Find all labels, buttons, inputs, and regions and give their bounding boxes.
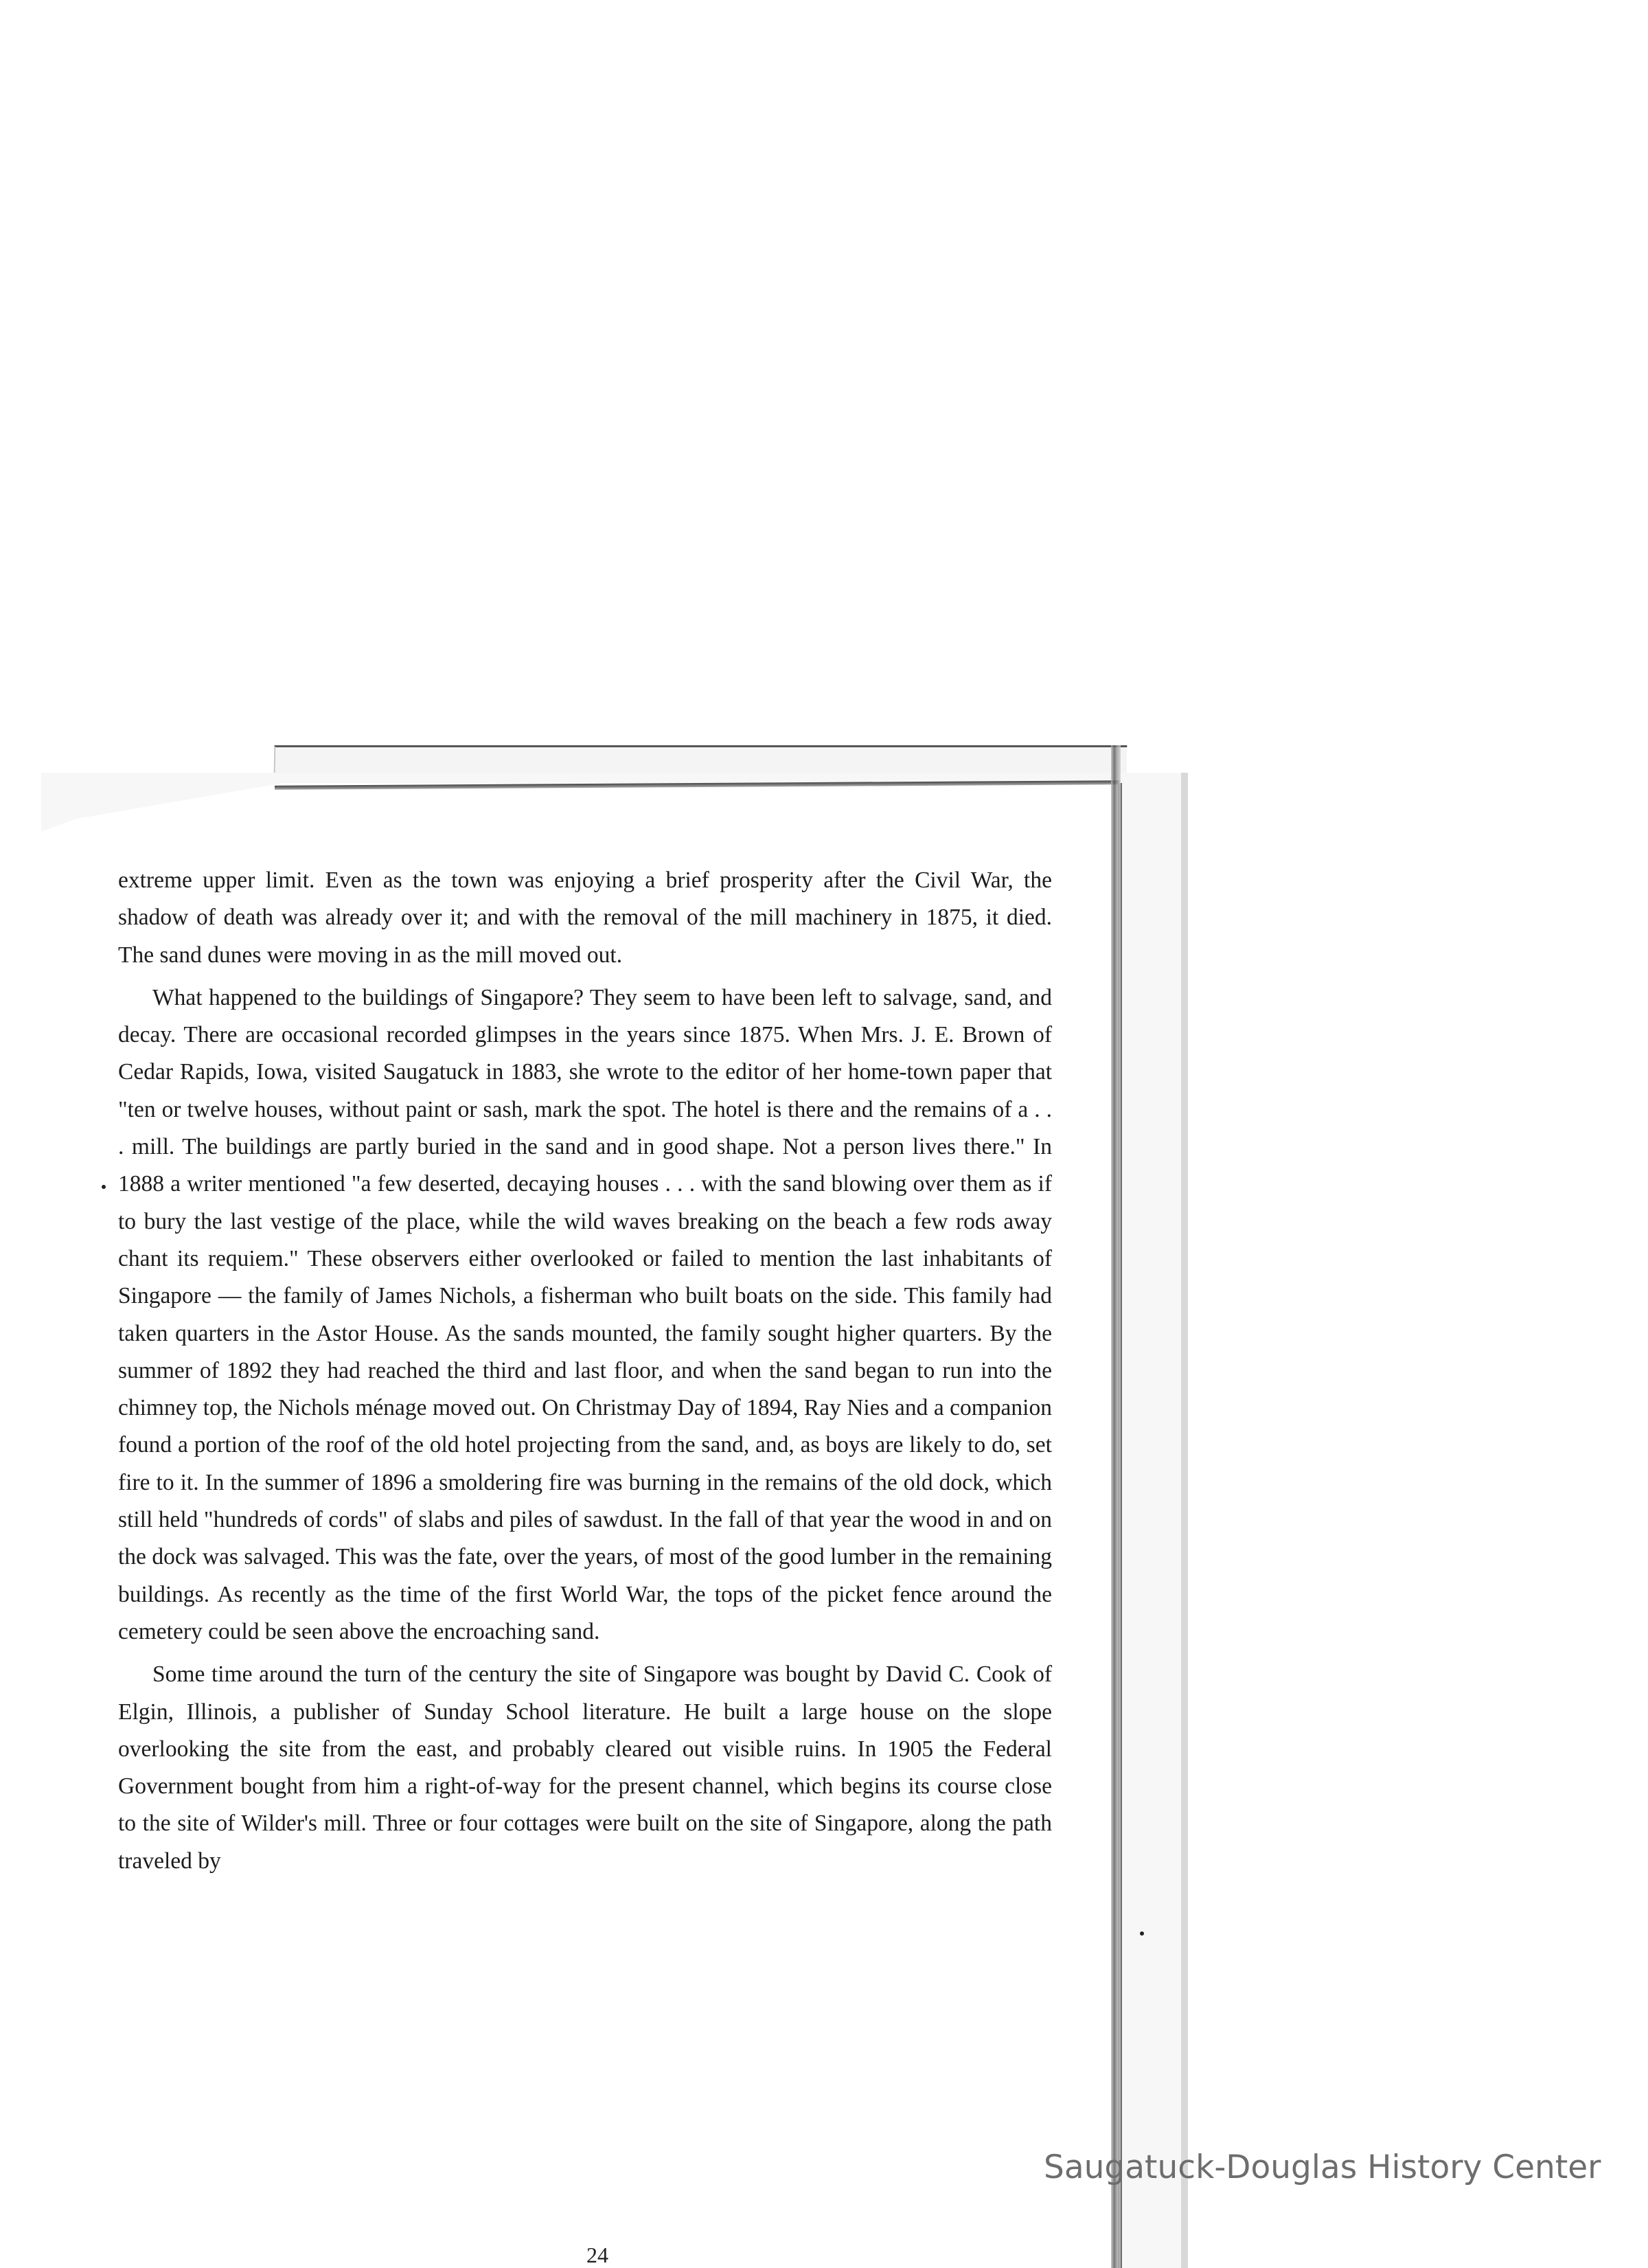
ink-speck [1140, 1931, 1144, 1936]
paragraph-3: Some time around the turn of the century the site of Singapore was bought by David C. Cook of Elgin, Illinois, a publisher of Sunday School literature. He built a large house on the slope overlooking the site from the east, and probably cleared out visible ruins. In 1905 the Federal Government bought from him a right-of-way for the present channel, which begins its course close to the site of Wilder's mill. Three or four cottages were built on the site of Singapore, along the path traveled by [118, 1662, 1052, 1874]
ink-speck [102, 1185, 106, 1189]
binding-spine [1111, 745, 1121, 2268]
body-text [118, 862, 1052, 1880]
page-number: 24 [586, 2243, 608, 2267]
archive-watermark: Saugatuck-Douglas History Center [1044, 2148, 1601, 2186]
paragraph-1: extreme upper limit. Even as the town was enjoying a brief prosperity after the Civil War, the shadow of death was already over it; and with the removal of the mill machinery in 1875, it died. The sand dunes were moving in as the mill moved out. [118, 867, 1052, 968]
paragraph-2: What happened to the buildings of Singapore? They seem to have been left to salvage, sand, and decay. There are occasional recorded glimpses in the years since 1875. When Mrs. J. E. Brown of Cedar Rapids, Iowa, visited Saugatuck in 1883, she wrote to the editor of her home-town paper that "ten or twelve houses, without paint or sash, mark the spot. The hotel is there and the remains of a . . . mill. The buildings are partly buried in the sand and in good shape. Not a person lives there." In 1888 a writer mentioned "a few deserted, decaying houses . . . with the sand blowing over them as if to bury the last vestige of the place, while the wild waves breaking on the beach a few rods away chant its requiem." These observers either overlooked or failed to mention the last inhabitants of Singapore — the family of James Nichols, a fisherman who built boats on the side. This family had taken quarters in the Astor House. As the sands mounted, the family sought higher quarters. By the summer of 1892 they had reached the third and last floor, and when the sand began to run into the chimney top, the Nichols ménage moved out. On Christmay Day of 1894, Ray Nies and a companion found a portion of the roof of the old hotel projecting from the sand, and, as boys are likely to do, set fire to it. In the summer of 1896 a smoldering fire was burning in the remains of the old dock, which still held "hundreds of cords" of slabs and piles of sawdust. In the fall of that year the wood in and on the dock was salvaged. This was the fate, over the years, of most of the good lumber in the remaining buildings. As recently as the time of the first World War, the tops of the picket fence around the cemetery could be seen above the encroaching sand. [118, 984, 1052, 1644]
